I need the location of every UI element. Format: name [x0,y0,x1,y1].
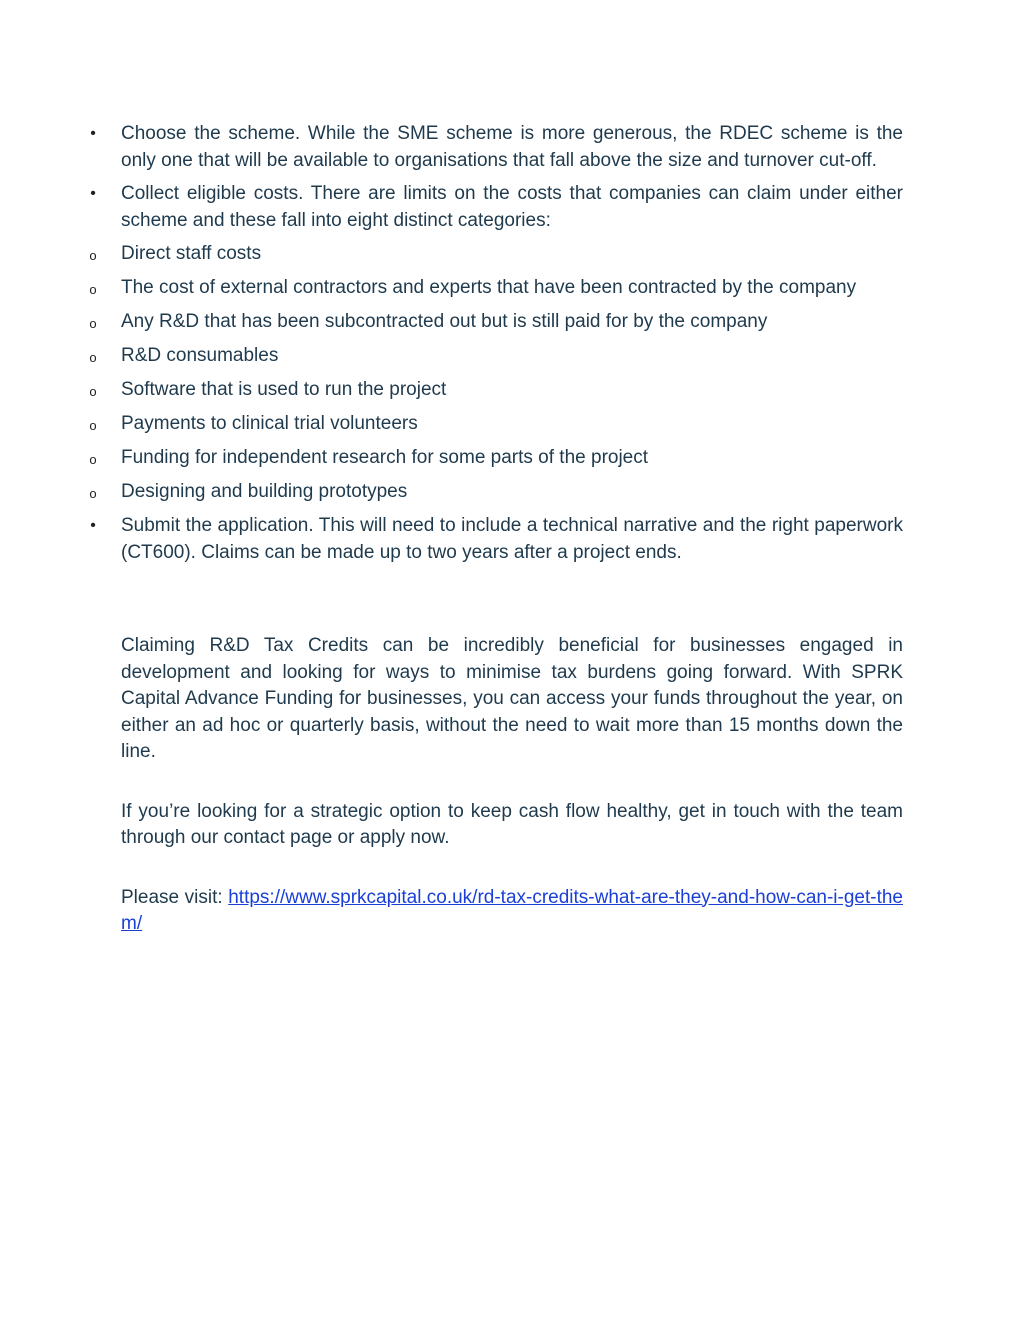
document-body [89,121,903,971]
bullet-marker: • [90,125,96,142]
list-item-submit-application [90,513,903,566]
sub-item-text: Any R&D that has been subcontracted out but is still paid for by the company [121,311,768,332]
sub-bullet-marker: o [89,282,97,297]
sub-item-text: Designing and building prototypes [121,481,408,502]
list-item-collect-costs [90,181,903,234]
bullet-marker: • [90,185,96,202]
sub-item-text: R&D consumables [121,345,279,366]
sub-item-external-contractors [89,275,903,302]
sub-item-text: Funding for independent research for some parts of the project [121,447,649,468]
list-item-text: Choose the scheme. While the SME scheme is more generous, the RDEC scheme is the only one that will be available to organisations that fall above the size and turnover cut-off. [121,123,903,171]
paragraph-strategic-option: If you’re looking for a strategic option to keep cash flow healthy, get in touch with the team through our contact page or apply now. [121,800,903,848]
section-spacer [121,573,903,633]
visit-label: Please visit: [121,886,229,908]
sub-item-text: Software that is used to run the project [121,379,447,400]
sub-item-text: Payments to clinical trial volunteers [121,413,418,434]
paragraph-claiming: Claiming R&D Tax Credits can be incredibly beneficial for businesses engaged in development and looking for ways to minimise tax burdens going forward. With SPRK Capital Advance Funding for businesses, you can access your funds throughout the year, on either an ad hoc or quarterly basis, without the need to wait more than 15 months down the line. [121,635,903,762]
sub-item-software [89,377,903,404]
sub-bullet-marker: o [89,248,97,263]
sub-bullet-marker: o [89,486,97,501]
sub-bullet-marker: o [89,418,97,433]
sub-item-prototypes [89,479,903,506]
list-item-text: Submit the application. This will need to include a technical narrative and the right paperwork (CT600). Claims can be made up to two years after a project ends. [121,515,903,563]
sub-item-subcontracted [89,309,903,336]
bullet-marker: • [90,517,96,534]
sub-bullet-marker: o [89,452,97,467]
list-item-choose-scheme [90,121,903,174]
sub-item-text: Direct staff costs [121,243,262,264]
sub-item-consumables [89,343,903,370]
sub-bullet-marker: o [89,384,97,399]
paragraph-visit [121,885,903,938]
sprk-capital-link[interactable]: https://www.sprkcapital.co.uk/rd-tax-credits-what-are-they-and-how-can-i-get-them/ [121,886,903,934]
sub-item-independent-research [89,445,903,472]
sub-bullet-marker: o [89,350,97,365]
sub-bullet-marker: o [89,316,97,331]
sub-item-direct-staff [89,241,903,268]
sub-item-clinical-trial [89,411,903,438]
list-item-text: Collect eligible costs. There are limits on the costs that companies can claim under either scheme and these fall into eight distinct categories: [121,183,903,231]
sub-item-text: The cost of external contractors and experts that have been contracted by the company [121,277,857,298]
